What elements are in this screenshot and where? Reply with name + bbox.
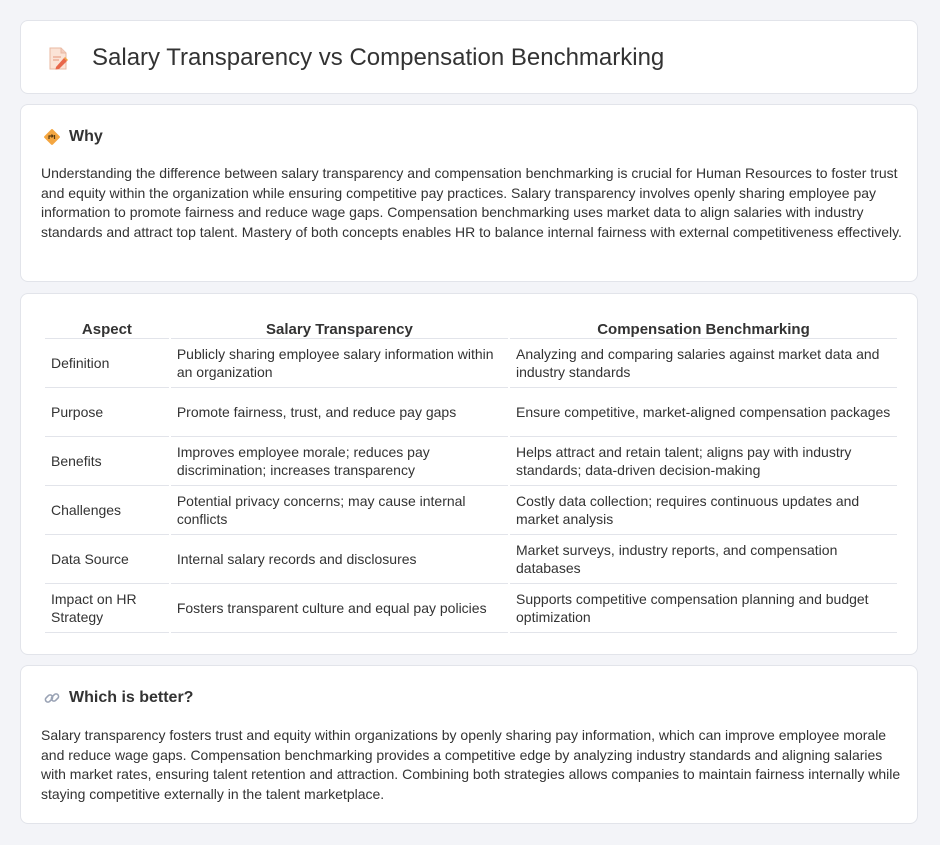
- comparison-table: [43, 316, 899, 633]
- table-header-row: [45, 316, 897, 339]
- benchmarking-cell: Costly data collection; requires continuous updates and market analysis: [510, 486, 897, 535]
- benchmarking-cell: Analyzing and comparing salaries against market data and industry standards: [510, 339, 897, 388]
- why-heading-row: [43, 127, 103, 147]
- table-row: [45, 486, 897, 535]
- benchmarking-cell: Helps attract and retain talent; aligns pay with industry standards; data-driven decision-making: [510, 437, 897, 486]
- header-compensation-benchmarking: Compensation Benchmarking: [510, 316, 897, 339]
- transparency-cell: Fosters transparent culture and equal pay policies: [171, 584, 508, 633]
- table-row: [45, 535, 897, 584]
- aspect-cell: Impact on HR Strategy: [45, 584, 169, 633]
- transparency-cell: Publicly sharing employee salary information within an organization: [171, 339, 508, 388]
- table-row: [45, 339, 897, 388]
- aspect-cell: Purpose: [45, 388, 169, 437]
- header-aspect: Aspect: [45, 316, 169, 339]
- why-body: Understanding the difference between salary transparency and compensation benchmarking is crucial for Human Resources to foster trust and equity within the organization while ensuring competitive pay practices. Salary transparency involves openly sharing employee pay information to promote fairness and reduce wage gaps. Compensation benchmarking uses market data to align salaries with industry standards and attract top talent. Mastery of both concepts enables HR to balance internal fairness with external competitiveness effectively.: [41, 165, 902, 240]
- benchmarking-cell: Supports competitive compensation planning and budget optimization: [510, 584, 897, 633]
- road-sign-icon: [43, 128, 61, 146]
- aspect-cell: Definition: [45, 339, 169, 388]
- benchmarking-cell: Ensure competitive, market-aligned compensation packages: [510, 388, 897, 437]
- better-body: Salary transparency fosters trust and equity within organizations by openly sharing pay information, which can improve employee morale and reduce wage gaps. Compensation benchmarking provides a competitive edge by analyzing industry standards and aligning salaries with market rates, ensuring talent retention and attraction. Combining both strategies allows companies to maintain fairness internally while staying competitive externally in the talent marketplace.: [41, 727, 901, 802]
- comparison-section: [20, 293, 918, 655]
- table-row: [45, 437, 897, 486]
- table-row: [45, 584, 897, 633]
- aspect-cell: Data Source: [45, 535, 169, 584]
- title-card: [20, 20, 918, 94]
- better-heading: Which is better?: [69, 689, 194, 706]
- header-salary-transparency: Salary Transparency: [171, 316, 508, 339]
- link-icon: [43, 689, 61, 707]
- transparency-cell: Promote fairness, trust, and reduce pay gaps: [171, 388, 508, 437]
- document-pencil-icon: [47, 47, 69, 71]
- transparency-cell: Improves employee morale; reduces pay discrimination; increases transparency: [171, 437, 508, 486]
- transparency-cell: Potential privacy concerns; may cause internal conflicts: [171, 486, 508, 535]
- transparency-cell: Internal salary records and disclosures: [171, 535, 508, 584]
- aspect-cell: Benefits: [45, 437, 169, 486]
- which-is-better-section: [20, 665, 918, 824]
- aspect-cell: Challenges: [45, 486, 169, 535]
- why-heading: Why: [69, 128, 103, 145]
- benchmarking-cell: Market surveys, industry reports, and compensation databases: [510, 535, 897, 584]
- why-section: [20, 104, 918, 282]
- table-row: [45, 388, 897, 437]
- better-heading-row: [43, 688, 193, 708]
- page-title: Salary Transparency vs Compensation Benchmarking: [92, 44, 665, 71]
